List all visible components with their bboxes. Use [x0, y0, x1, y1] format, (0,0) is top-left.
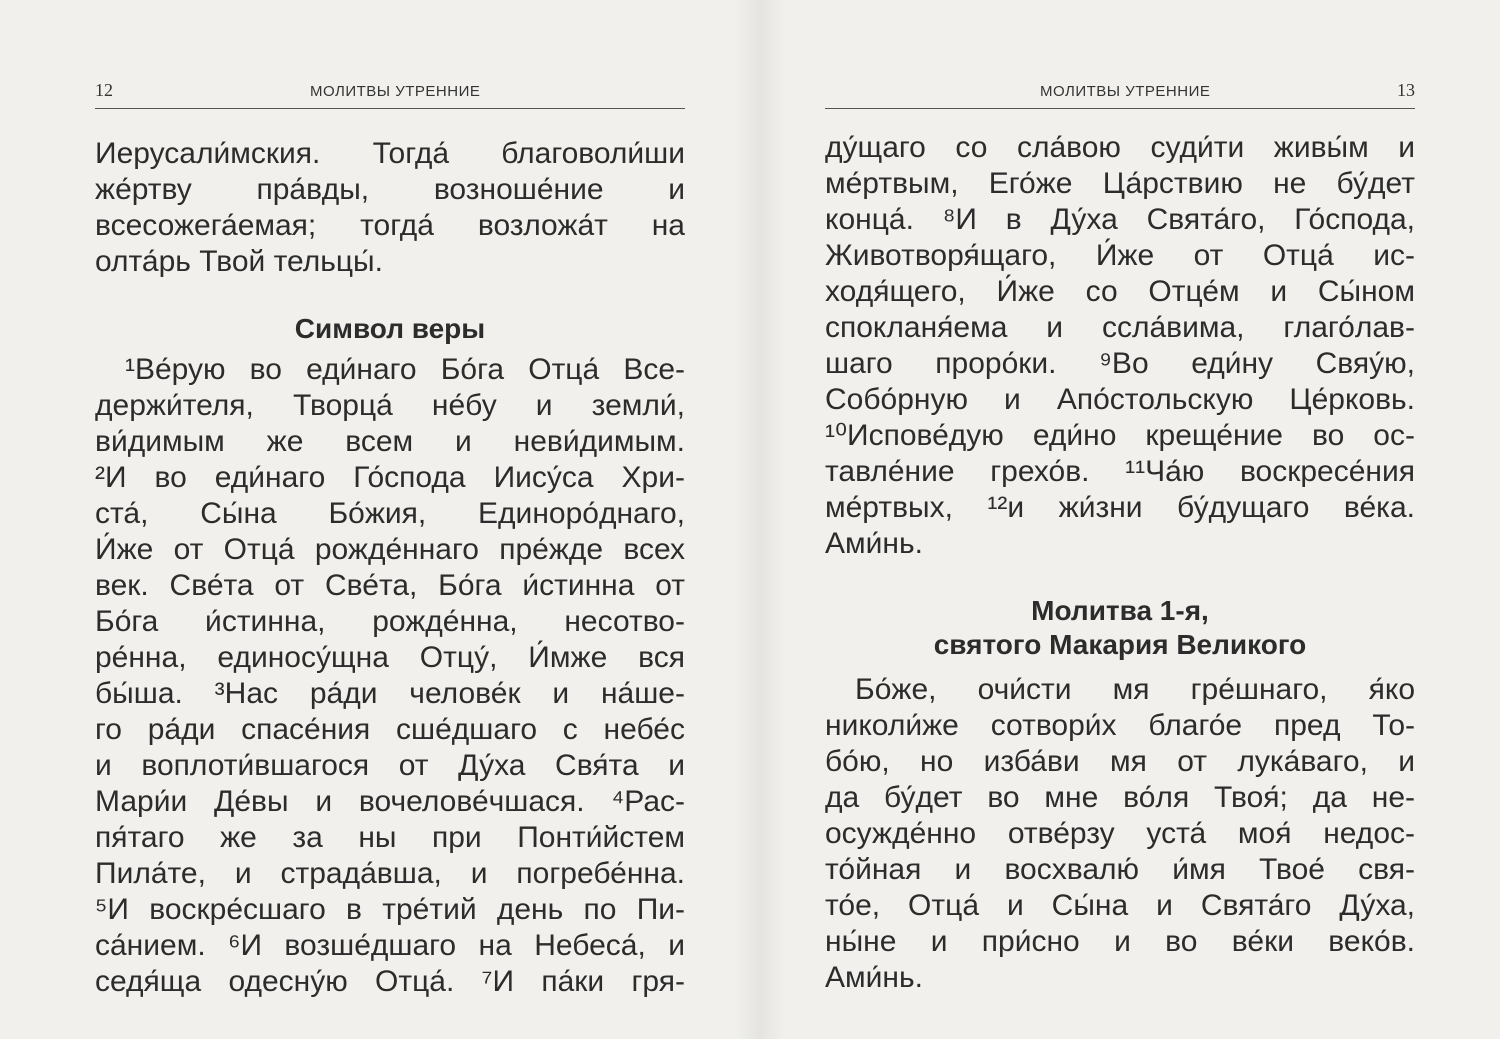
text-line: ¹⁰Испове́дую еди́но креще́ние во ос-: [825, 419, 1415, 452]
left-running-title: МОЛИТВЫ УТРЕННИЕ: [310, 83, 481, 100]
text-line: ходя́щего, И́же со Отце́м и Сы́ном: [825, 275, 1415, 308]
text-line: век. Све́та от Све́та, Бо́га и́стинна от: [95, 569, 685, 602]
text-line: ме́ртвых, ¹²и жи́зни бу́дущаго ве́ка.: [825, 491, 1415, 524]
right-running-head: [825, 80, 1415, 109]
text-line: же́ртву пра́вды, возноше́ние и: [95, 173, 685, 206]
text-line: бо́ю, но изба́ви мя от лука́ваго, и: [825, 745, 1415, 778]
text-line: то́е, Отца́ и Сы́на и Свята́го Ду́ха,: [825, 889, 1415, 922]
left-opening-paragraph: [95, 136, 685, 280]
text-line: ви́димым же всем и неви́димым.: [95, 425, 685, 458]
text-line: ⁵И воскре́сшаго в тре́тий день по Пи-: [95, 893, 685, 926]
text-line: то́йная и восхвалю́ и́мя Твое́ свя-: [825, 853, 1415, 886]
text-line: тавле́ние грехо́в. ¹¹Ча́ю воскресе́ния: [825, 455, 1415, 488]
right-creed-text: [825, 130, 1415, 562]
text-line: седя́ща одесну́ю Отца́. ⁷И па́ки гря-: [95, 965, 685, 998]
text-line: ²И во еди́наго Го́спода Иису́са Хри-: [95, 461, 685, 494]
right-running-title: МОЛИТВЫ УТРЕННИЕ: [1040, 83, 1211, 100]
text-line: да бу́дет во мне во́ля Твоя́; да не-: [825, 781, 1415, 814]
right-page-number: 13: [1397, 80, 1415, 100]
text-line: держи́теля, Творца́ не́бу и земли́,: [95, 389, 685, 422]
text-line: бы́ша. ³Нас ра́ди челове́к и на́ше-: [95, 677, 685, 710]
text-line: ре́нна, единосу́щна Отцу́, И́мже вся: [95, 641, 685, 674]
left-running-head: [95, 80, 685, 109]
text-line: всесожега́емая; тогда́ возложа́т на: [95, 209, 685, 242]
creed-heading: Символ веры: [294, 313, 486, 344]
prayer-heading-subtitle: святого Макария Великого: [933, 629, 1307, 660]
text-line: ду́щаго со сла́вою суди́ти живы́м и: [825, 131, 1415, 164]
text-line: и воплоти́вшагося от Ду́ха Свя́та и: [95, 749, 685, 782]
text-line: Иерусали́мския. Тогда́ благоволи́ши: [95, 137, 685, 170]
text-line: ме́ртвым, Его́же Ца́рствию не бу́дет: [825, 167, 1415, 200]
left-creed-text: [95, 352, 685, 1000]
right-page: [750, 0, 1500, 1039]
text-line: Ами́нь.: [825, 961, 923, 994]
text-line: Собо́рную и Апо́стольскую Це́рковь.: [825, 383, 1415, 416]
text-line: ста́, Сы́на Бо́жия, Единоро́днаго,: [95, 497, 685, 530]
text-line: осужде́нно отве́рзу уста́ моя́ недос-: [825, 817, 1415, 850]
text-line: ны́не и при́сно и во ве́ки веко́в.: [825, 925, 1415, 958]
text-line: Бо́га и́стинна, рожде́нна, несотво-: [95, 605, 685, 638]
prayer-text: [825, 672, 1415, 996]
prayer-heading-title: Молитва 1-я,: [1031, 595, 1209, 626]
left-page-number: 12: [95, 80, 113, 100]
text-line: шаго проро́ки. ⁹Во еди́ну Свяу́ю,: [825, 347, 1415, 380]
text-line: Животворя́щаго, И́же от Отца́ ис-: [825, 239, 1415, 272]
text-line: Бо́же, очи́сти мя гре́шнаго, я́ко: [855, 673, 1415, 706]
text-line: конца́. ⁸И в Ду́ха Свята́го, Го́спода,: [825, 203, 1415, 236]
creed-heading-block: [95, 312, 685, 346]
text-line: спокланя́ема и ссла́вима, глаго́лав-: [825, 311, 1415, 344]
text-line: го ра́ди спасе́ния сше́дшаго с небе́с: [95, 713, 685, 746]
text-line: ¹Ве́рую во еди́наго Бо́га Отца́ Все-: [125, 353, 685, 386]
text-line: Мари́и Де́вы и вочелове́чшася. ⁴Рас-: [95, 785, 685, 818]
prayer-heading-block: [825, 594, 1415, 662]
text-line: пя́таго же за ны при Понти́йстем: [95, 821, 685, 854]
text-line: олта́рь Твой тельцы́.: [95, 245, 383, 278]
text-line: са́нием. ⁶И возше́дшаго на Небеса́, и: [95, 929, 685, 962]
text-line: Пила́те, и страда́вша, и погребе́нна.: [95, 857, 685, 890]
text-line: Ами́нь.: [825, 527, 923, 560]
text-line: николи́же сотвори́х благо́е пред То-: [825, 709, 1415, 742]
text-line: И́же от Отца́ рожде́ннаго пре́жде всех: [95, 533, 685, 566]
